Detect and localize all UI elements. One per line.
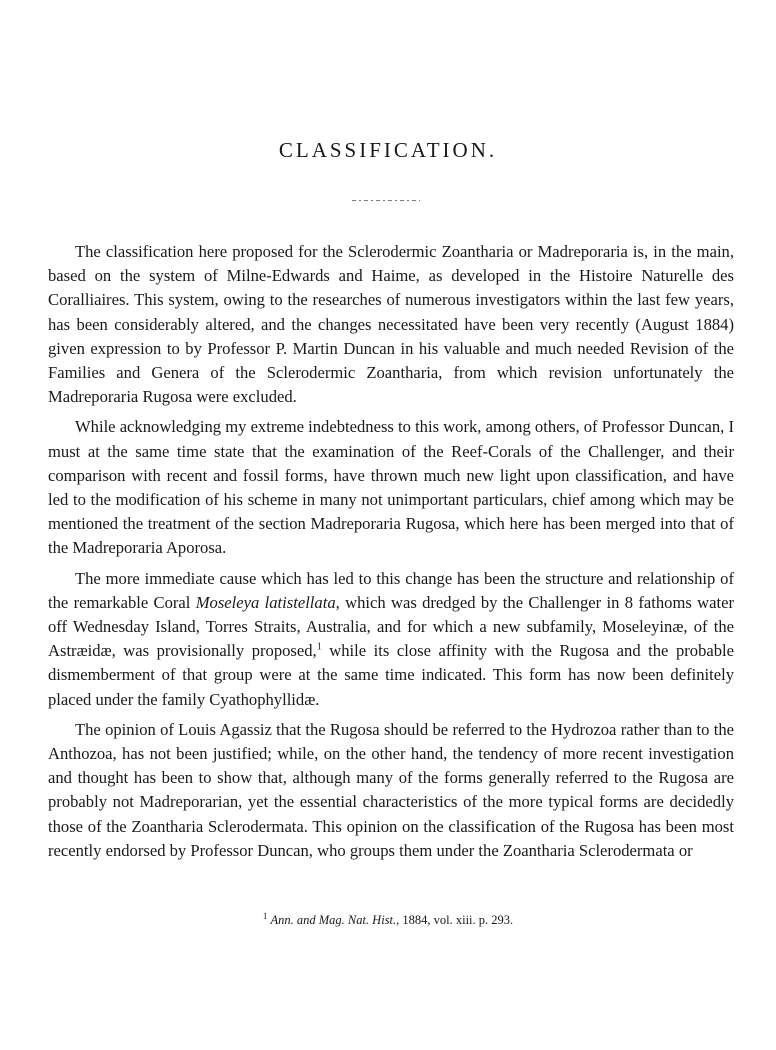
footnote-mark: 1: [262, 910, 268, 921]
title-ornament-divider: [352, 199, 420, 202]
paragraph-3-part-3: while its close affinity with the Rugosa and the probable dismemberment of that group were at the same time indicated. This form has now been definitely placed under the family Cyathophyllidæ.: [48, 641, 734, 709]
footnote: [0, 912, 776, 928]
paragraph-2: While acknowledging my extreme indebtedness to this work, among others, of Professor Duncan, I must at the same time state that the examination of the Reef-Corals of the Challenger, and their comparison with recent and fossil forms, have thrown much new light upon classification, and have led to the modification of his scheme in many not unimportant particulars, chief among which may be mentioned the treatment of the section Madreporaria Rugosa, which here has been merged into that of the Madreporaria Aporosa.: [48, 417, 734, 558]
species-name: Moseleya latistellata: [195, 592, 336, 612]
paragraph-1: The classification here proposed for the Sclerodermic Zoantharia or Madreporaria is, in the main, based on the system of Milne-Edwards and Haime, as developed in the Histoire Naturelle des Coralliaires. This system, owing to the researches of numerous investigators within the last few years, has been considerably altered, and the changes necessitated have been very recently (August 1884) given expression to by Professor P. Martin Duncan in his valuable and much needed Revision of the Families and Genera of the Sclerodermic Zoantharia, from which revision unfortunately the Madreporaria Rugosa were excluded.: [48, 242, 734, 407]
body-text: [48, 240, 734, 865]
paragraph-3-part-1: The more immediate cause which has led to this change has been the structure and relationship of the remarkable Coral: [48, 568, 734, 612]
footnote-journal: Ann. and Mag. Nat. Hist.: [270, 913, 397, 927]
paragraph-3: [48, 567, 734, 712]
page-title: CLASSIFICATION.: [278, 138, 498, 162]
paragraph-4: The opinion of Louis Agassiz that the Rugosa should be referred to the Hydrozoa rather than to the Anthozoa, has not been justified; while, on the other hand, the tendency of more recent investigation and thought has been to show that, although many of the forms generally referred to the Rugosa are probably not Madreporarian, yet the essential characteristics of the more typical forms are decidedly those of the Zoantharia Sclerodermata. This opinion on the classification of the Rugosa has been most recently endorsed by Professor Duncan, who groups them under the Zoantharia Sclerodermata or: [48, 719, 734, 860]
paragraph-3-part-2: , which was dredged by the Challenger in 8 fathoms water off Wednesday Island, Torres Straits, Australia, and for which a new subfamily, Moseleyinæ, of the Astræidæ, was provisionally proposed,: [48, 592, 734, 661]
footnote-reference[interactable]: 1: [316, 641, 322, 653]
ornament-rule: [352, 199, 420, 202]
footnote-citation: , 1884, vol. xiii. p. 293.: [396, 913, 514, 927]
